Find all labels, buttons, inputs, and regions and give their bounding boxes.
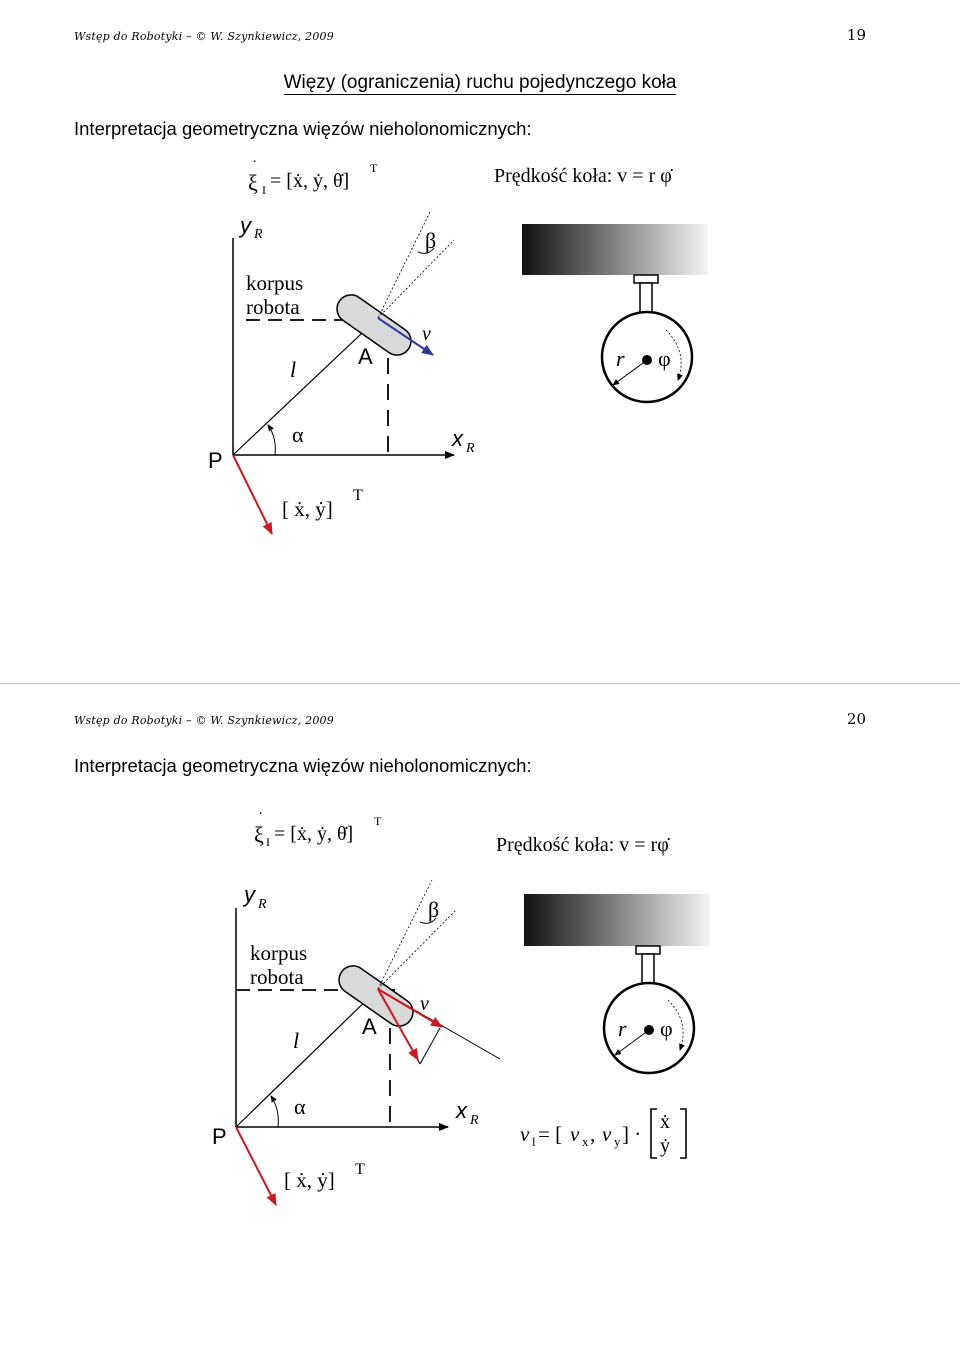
slide-19 [0,0,960,683]
eq-matrix-top: ẋ [660,1111,670,1133]
length-label: l [293,1028,300,1053]
ceiling-block [524,894,710,946]
length-label: l [290,357,297,382]
state-xi-dot: ˙ [252,158,258,175]
point-p-label: P [212,1124,227,1149]
page-number: 20 [846,710,866,728]
velocity-xy-arrow [233,455,272,534]
ceiling-block [522,224,708,275]
state-eq: = [ẋ, ẏ, θ̇] [270,170,350,192]
projection-line-3 [420,1028,440,1064]
velocity-xy-sup: T [353,487,363,504]
matrix-bracket-left [651,1109,657,1158]
state-sup: T [370,161,378,175]
body-label-1: korpus [246,271,304,295]
axis-y-sub: R [258,897,267,912]
eq-vx-sub: x [582,1134,589,1149]
radius-r-label: r [616,346,625,371]
velocity-xy-arrow [236,1127,276,1205]
mount-plate [634,275,658,283]
state-xi-dot: ˙ [258,810,264,827]
point-p-label: P [208,448,223,473]
point-a-label: A [358,344,373,369]
alpha-arc [268,425,275,455]
matrix-bracket-right [680,1109,686,1158]
wheel-constraint-diagram-2 [0,684,960,1367]
eq-matrix-bottom: ẏ [660,1135,670,1157]
body-label-1: korpus [250,941,308,965]
wheel-speed-formula: Prędkość koła: v = r φ̇ [494,165,672,187]
page-number: 19 [846,26,866,44]
radius-r-label: r [618,1016,627,1041]
alpha-arc [271,1096,278,1127]
axis-y-label: y [244,882,255,907]
slide-subtitle: Interpretacja geometryczna więzów nieholonomicznych: [74,755,532,776]
point-a-label: A [362,1014,377,1039]
slide-20 [0,684,960,1367]
arm-line-l [233,318,378,455]
eq-vy-sub: y [614,1134,621,1149]
axis-y-sub: R [254,227,263,242]
arm-line-l [236,989,378,1127]
velocity-xy-sup: T [355,1161,365,1178]
angle-beta-label: β [425,228,437,253]
eq-mid: = [ [538,1122,563,1146]
state-xi: ξ [254,822,264,847]
angle-alpha-label: α [292,422,304,447]
velocity-v-label: v [422,323,431,345]
wheel-constraint-diagram [0,0,960,683]
slide-subtitle: Interpretacja geometryczna więzów nieholonomicznych: [74,118,532,139]
slide-title-text: Więzy (ograniczenia) ruchu pojedynczego koła [283,72,677,93]
state-sup: T [374,814,382,828]
eq-vx: v [570,1122,580,1146]
angle-phi-label: φ [660,1016,673,1041]
angle-alpha-label: α [294,1094,306,1119]
eq-v-sub: l [532,1134,536,1149]
angle-phi-label: φ [658,346,671,371]
velocity-xy-label: [ ẋ, ẏ] [284,1168,335,1192]
wheel-speed-formula: Prędkość koła: v = rφ̇ [496,834,669,856]
eq-comma: , [590,1122,596,1146]
beta-line-1 [378,212,430,318]
page-header: Wstęp do Robotyki – © W. Szynkiewicz, 2009 [74,30,334,43]
beta-line-2 [378,910,456,989]
state-sub: I [262,183,266,197]
axis-y-label: y [240,213,251,238]
eq-v: v [520,1122,530,1146]
velocity-v-label: v [420,993,429,1015]
axis-x-label: x [456,1098,467,1123]
eq-close: ] · [622,1122,642,1146]
axis-x-sub: R [466,441,475,456]
beta-line-2 [378,240,454,318]
velocity-xy-label: [ ẋ, ẏ] [282,497,333,521]
axis-x-label: x [452,426,463,451]
state-xi: ξ [248,170,258,195]
eq-vy: v [602,1122,612,1146]
beta-line-1 [378,880,432,989]
angle-beta-label: β [428,897,440,922]
body-label-2: robota [246,295,300,319]
body-label-2: robota [250,965,304,989]
mount-plate [636,946,660,954]
page-header: Wstęp do Robotyki – © W. Szynkiewicz, 2009 [74,714,334,727]
state-sub: I [266,835,270,849]
state-eq: = [ẋ, ẏ, θ̇] [274,823,354,845]
axis-x-sub: R [470,1113,479,1128]
